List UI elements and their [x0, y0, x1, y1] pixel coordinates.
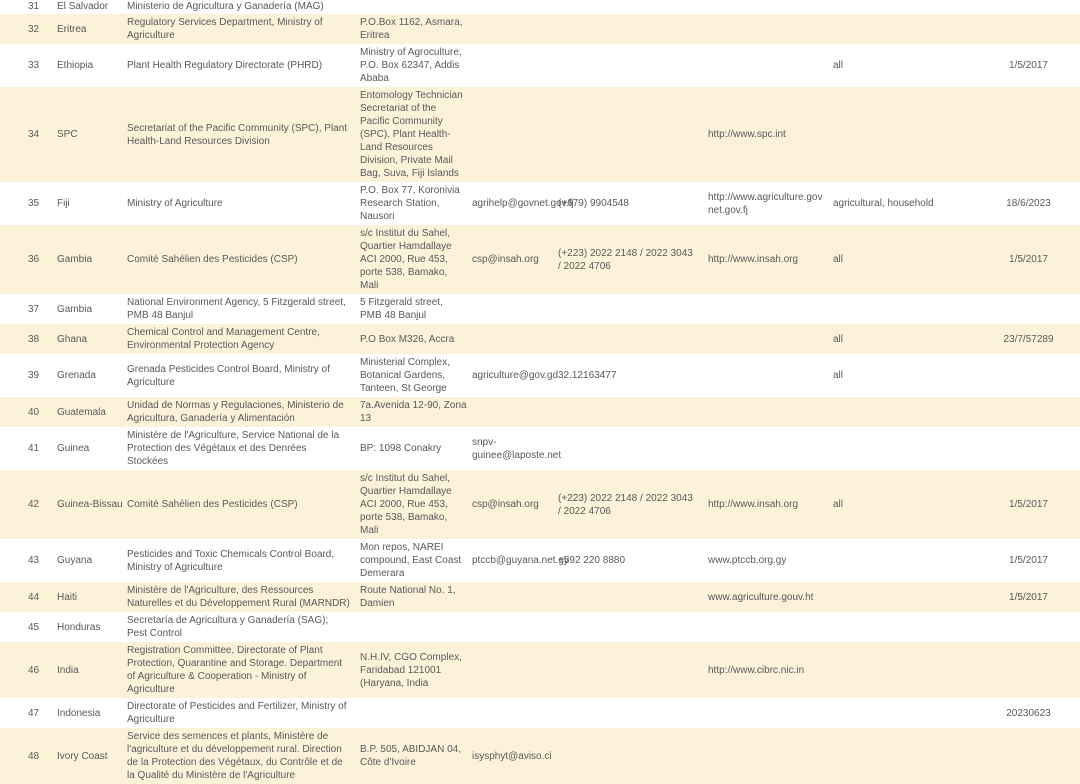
table-row [0, 87, 1080, 182]
row-number-cell: 46 [28, 664, 40, 676]
approval-date-cell: 20230623 [1006, 707, 1051, 719]
scope-cell [831, 612, 981, 642]
approval-date-cell: 1/5/2017 [1009, 254, 1048, 265]
table-row [0, 698, 1080, 728]
scope-cell [831, 642, 981, 698]
phone-cell [556, 14, 706, 44]
website-cell [706, 612, 831, 642]
address-cell: P.O Box M326, Accra [360, 333, 455, 345]
table-row [0, 539, 1080, 582]
table-row [0, 324, 1080, 354]
row-number-cell: 37 [28, 303, 40, 315]
website-cell [706, 0, 831, 14]
address-cell: P.O. Box 77, Koronivia Research Station, Nausori [360, 185, 460, 222]
table-row [0, 582, 1080, 612]
agency-cell: Ministerio de Agricultura y Ganadería (MAG) [127, 1, 324, 12]
email-cell: agrihelp@govnet.gov.fj [472, 198, 574, 209]
address-cell: 7a.Avenida 12-90, Zona 13 [360, 400, 467, 424]
email-cell: isysphyt@aviso.ci [472, 750, 552, 762]
phone-cell [556, 642, 706, 698]
address-cell: s/c Institut du Sahel, Quartier Hamdallaye ACI 2000, Rue 453, porte 538, Bamako, Mali [360, 473, 452, 536]
table-row [0, 0, 1080, 14]
website-cell [706, 294, 831, 324]
table-row [0, 397, 1080, 427]
website-cell: http://www.cibrc.nic.in [708, 664, 805, 676]
table-row [0, 44, 1080, 87]
approval-date-cell: 1/5/2017 [1009, 499, 1048, 510]
agency-cell: Pesticides and Toxic Chemicals Control Board, Ministry of Agriculture [127, 548, 335, 573]
country-cell: India [57, 664, 79, 676]
row-number-cell: 44 [28, 591, 40, 603]
table-row [0, 225, 1080, 294]
scope-cell [831, 539, 981, 582]
scope-cell: all [833, 60, 844, 71]
approval-date-cell [981, 294, 1080, 324]
agency-cell: Directorate of Pesticides and Fertilizer, Ministry of Agriculture [127, 701, 347, 725]
website-cell: http://www.spc.int [708, 129, 786, 140]
scope-cell: all [833, 333, 844, 345]
country-cell: Grenada [57, 370, 96, 381]
agency-cell: Ministère de l'Agriculture, des Ressources Naturelles et du Développement Rural (MARNDR) [127, 585, 350, 609]
row-number-cell: 38 [28, 333, 40, 345]
row-number-cell: 36 [28, 254, 40, 265]
row-number-cell: 40 [28, 406, 40, 418]
scope-cell [831, 582, 981, 612]
website-cell [706, 44, 831, 87]
table-row [0, 354, 1080, 397]
country-cell: Honduras [57, 621, 101, 633]
website-cell [706, 354, 831, 397]
row-number-cell: 39 [28, 370, 40, 381]
email-cell [470, 0, 556, 14]
email-cell: agriculture@gov.gd [472, 370, 559, 381]
email-cell: ptccb@guyana.net.gy [472, 555, 569, 566]
address-cell [358, 698, 470, 728]
phone-cell [556, 44, 706, 87]
agency-cell: Ministère de l'Agriculture, Service National de la Protection des Végétaux et des Denrées Stockées [127, 430, 340, 467]
table-row [0, 294, 1080, 324]
phone-cell: (+223) 2022 2148 / 2022 3043 / 2022 4706 [558, 247, 693, 272]
row-number-cell: 33 [28, 60, 40, 71]
agency-cell: Secretariat of the Pacific Community (SPC), Plant Health-Land Resources Division [127, 122, 348, 147]
table-row [0, 14, 1080, 44]
country-cell: Gambia [57, 303, 93, 315]
approval-date-cell [981, 642, 1080, 698]
phone-cell [556, 582, 706, 612]
scope-cell: all [833, 499, 844, 510]
address-cell: Ministry of Agroculture, P.O. Box 62347, Addis Ababa [360, 47, 462, 84]
approval-date-cell: 1/5/2017 [1009, 60, 1048, 71]
country-cell: El Salvador [57, 1, 109, 12]
agency-cell: Chemical Control and Management Centre, Environmental Protection Agency [127, 327, 320, 351]
scope-cell [831, 0, 981, 14]
country-cell: SPC [57, 129, 78, 140]
address-cell: Mon repos, NAREI compound, East Coast Demerara [360, 542, 462, 579]
row-number-cell: 42 [28, 499, 40, 510]
phone-cell: (+223) 2022 2148 / 2022 3043 / 2022 4706 [558, 492, 693, 517]
phone-cell [556, 87, 706, 182]
phone-cell [556, 612, 706, 642]
website-cell [706, 14, 831, 44]
phone-cell [556, 324, 706, 354]
email-cell: csp@insah.org [472, 499, 539, 510]
country-cell: Indonesia [57, 707, 101, 719]
address-cell [358, 612, 470, 642]
website-cell: http://www.insah.org [708, 254, 799, 265]
address-cell: Ministerial Complex, Botanical Gardens, Tanteen, St George [360, 357, 451, 394]
email-cell [470, 87, 556, 182]
agency-cell: Comité Sahélien des Pesticides (CSP) [127, 499, 298, 510]
approval-date-cell [981, 87, 1080, 182]
address-cell: Entomology Technician Secretariat of the Pacific Community (SPC), Plant Health-Land Resources Division, Private Mail Bag, Suva, Fiji Islands [360, 90, 463, 179]
website-cell: www.ptccb.org.gy [708, 555, 787, 566]
phone-cell [556, 427, 706, 470]
website-cell [706, 698, 831, 728]
country-cell: Guinea-Bissau [57, 499, 123, 510]
phone-cell [556, 0, 706, 14]
approval-date-cell: 1/5/2017 [1009, 591, 1048, 603]
agency-cell: Secretaría de Agricultura y Ganadería (SAG); Pest Control [127, 615, 329, 639]
email-cell [470, 582, 556, 612]
row-number-cell: 48 [28, 750, 40, 762]
address-cell: BP: 1098 Conakry [360, 443, 442, 454]
row-number-cell: 43 [28, 555, 40, 566]
agency-cell: Registration Committee, Directorate of Plant Protection, Quarantine and Storage. Department of Agriculture & Cooperation - Ministry of Agriculture [127, 645, 343, 695]
approval-date-cell [981, 14, 1080, 44]
website-cell [706, 427, 831, 470]
website-cell [706, 728, 831, 784]
scope-cell [831, 728, 981, 784]
email-cell: snpv-guinee@laposte.net [472, 436, 562, 461]
website-cell [706, 397, 831, 427]
table-row [0, 182, 1080, 225]
country-cell: Haiti [57, 591, 78, 603]
agency-cell: Comité Sahélien des Pesticides (CSP) [127, 254, 298, 265]
agency-cell: Plant Health Regulatory Directorate (PHRD) [127, 60, 323, 71]
email-cell [470, 642, 556, 698]
row-number-cell: 47 [28, 707, 40, 719]
website-cell: http://www.insah.org [708, 499, 799, 510]
approval-date-cell [981, 612, 1080, 642]
country-cell: Ghana [57, 333, 88, 345]
country-cell: Ivory Coast [57, 750, 108, 762]
row-number-cell: 35 [28, 198, 40, 209]
address-cell: s/c Institut du Sahel, Quartier Hamdallaye ACI 2000, Rue 453, porte 538, Bamako, Mali [360, 228, 452, 291]
scope-cell [831, 87, 981, 182]
email-cell [470, 698, 556, 728]
email-cell: csp@insah.org [472, 254, 539, 265]
email-cell [470, 14, 556, 44]
agency-cell: Unidad de Normas y Regulaciones, Ministerio de Agricultura, Ganadería y Alimentación [127, 400, 344, 424]
agency-cell: Grenada Pesticides Control Board, Ministry of Agriculture [127, 363, 330, 388]
approval-date-cell [981, 0, 1080, 14]
address-cell: B.P. 505, ABIDJAN 04, Côte d'Ivoire [360, 744, 461, 768]
row-number-cell: 45 [28, 621, 40, 633]
scope-cell [831, 427, 981, 470]
row-number-cell: 32 [28, 23, 40, 35]
country-cell: Eritrea [57, 23, 87, 35]
phone-cell [556, 397, 706, 427]
agency-cell: Ministry of Agriculture [127, 198, 223, 209]
phone-cell [556, 728, 706, 784]
approval-date-cell [981, 354, 1080, 397]
approval-date-cell [981, 728, 1080, 784]
scope-cell: agricultural, household [833, 198, 934, 209]
table-row [0, 427, 1080, 470]
phone-cell: +592 220 8880 [558, 555, 626, 566]
table-row [0, 470, 1080, 539]
scope-cell [831, 14, 981, 44]
country-cell: Fiji [57, 198, 70, 209]
row-number-cell: 31 [28, 1, 40, 12]
email-cell [470, 612, 556, 642]
scope-cell: all [833, 370, 844, 381]
agency-cell: Regulatory Services Department, Ministry of Agriculture [127, 17, 323, 41]
approval-date-cell: 23/7/57289 [1003, 333, 1054, 345]
approval-date-cell [981, 427, 1080, 470]
approval-date-cell: 18/6/2023 [1006, 198, 1051, 209]
scope-cell [831, 698, 981, 728]
phone-cell [556, 294, 706, 324]
address-cell [358, 0, 470, 14]
scope-cell: all [833, 254, 844, 265]
website-cell: http://www.agriculture.govnet.gov.fj [708, 191, 823, 216]
email-cell [470, 294, 556, 324]
phone-cell: (+679) 9904548 [558, 198, 629, 209]
address-cell: 5 Fitzgerald street, PMB 48 Banjul [360, 297, 443, 321]
row-number-cell: 41 [28, 443, 40, 454]
email-cell [470, 44, 556, 87]
country-cell: Guyana [57, 555, 93, 566]
table-row [0, 728, 1080, 784]
scope-cell [831, 294, 981, 324]
table-row [0, 612, 1080, 642]
address-cell: Route National No. 1, Damien [360, 585, 456, 609]
website-cell [706, 324, 831, 354]
phone-cell: 32.12163477 [558, 370, 617, 381]
country-cell: Guinea [57, 443, 90, 454]
table-row [0, 642, 1080, 698]
row-number-cell: 34 [28, 129, 40, 140]
country-cell: Ethiopia [57, 60, 94, 71]
website-cell: www.agriculture.gouv.ht [708, 591, 814, 603]
country-cell: Gambia [57, 254, 93, 265]
agency-cell: Service des semences et plants, Ministère de l'agriculture et du développement rural. Direction de la Protection des Végétaux, du Contrôle et de la Qualité du Ministère de l'Agriculture [127, 731, 343, 781]
phone-cell [556, 698, 706, 728]
address-cell: N.H.IV, CGO Complex, Faridabad 121001 (Haryana, India [360, 651, 462, 689]
address-cell: P.O.Box 1162, Asmara, Eritrea [360, 17, 463, 41]
scope-cell [831, 397, 981, 427]
agency-cell: National Environment Agency, 5 Fitzgerald street, PMB 48 Banjul [127, 297, 346, 321]
approval-date-cell [981, 397, 1080, 427]
email-cell [470, 324, 556, 354]
email-cell [470, 397, 556, 427]
approval-date-cell: 1/5/2017 [1009, 555, 1048, 566]
country-cell: Guatemala [57, 406, 106, 418]
